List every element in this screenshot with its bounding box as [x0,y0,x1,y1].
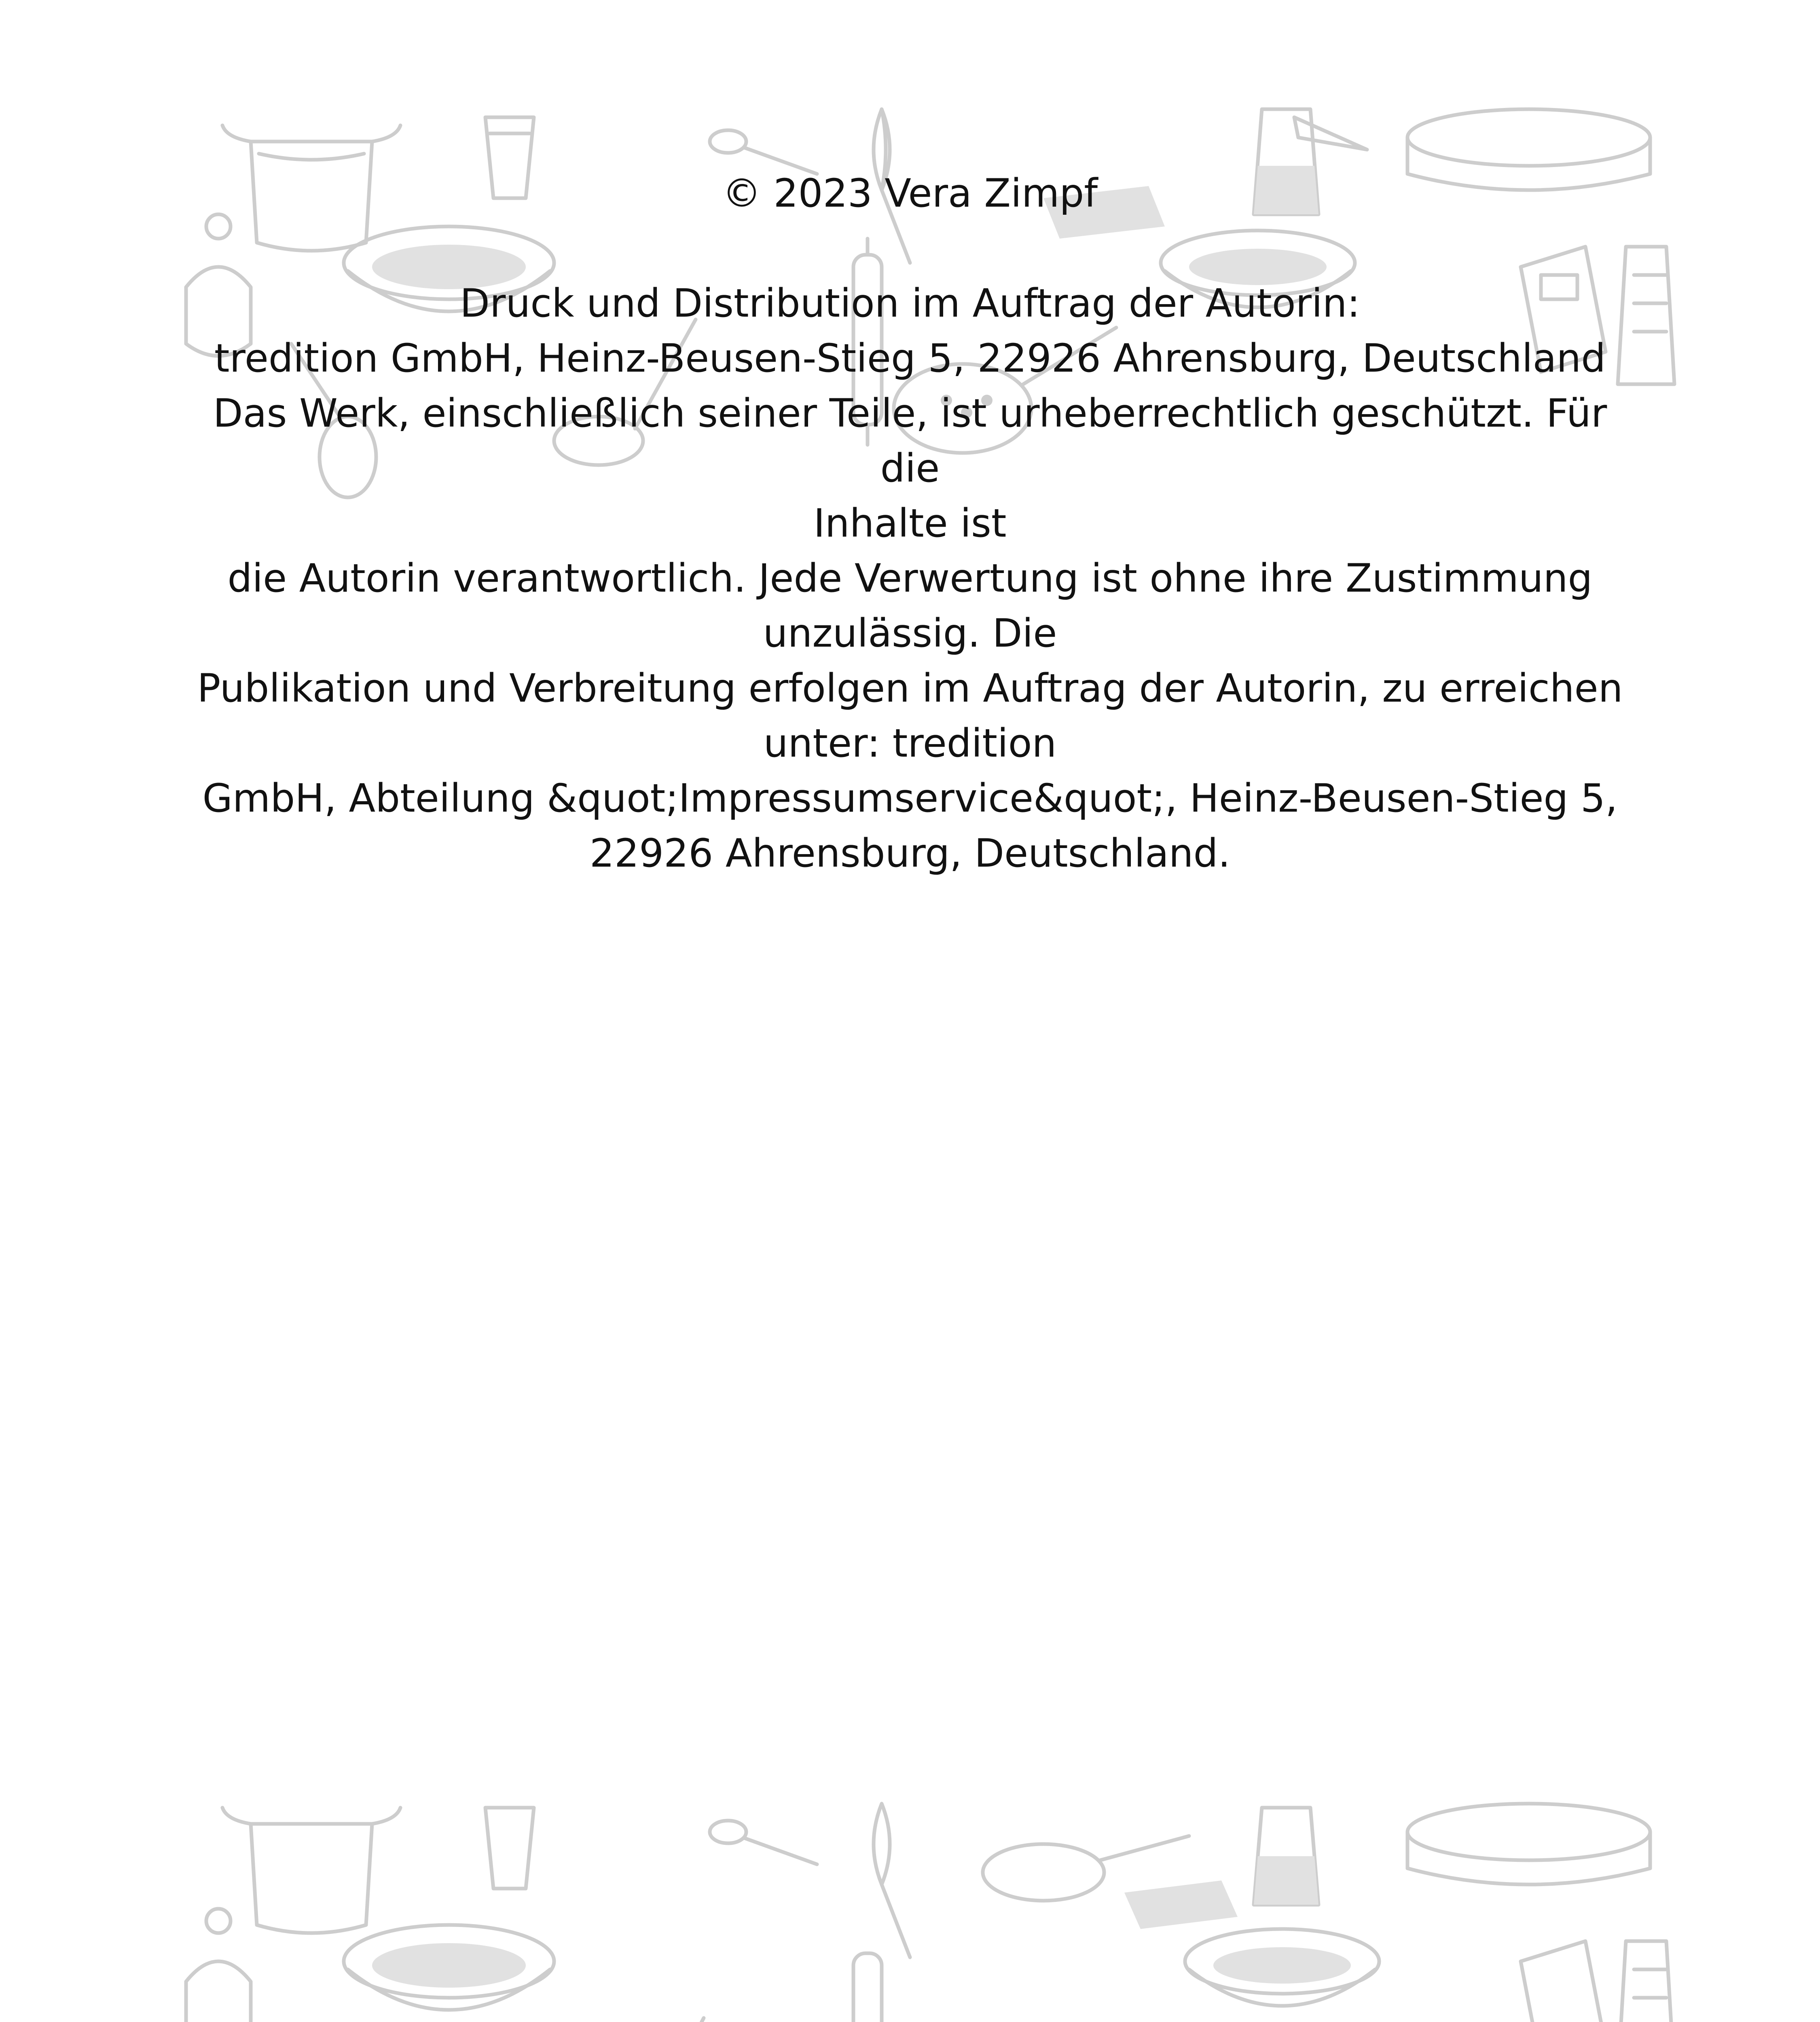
legal-line: Publikation und Verbreitung erfolgen im Auftrag der Autorin, zu erreichen [197,666,1623,711]
cutting-board-icon [1124,1880,1238,1929]
publisher-address: tredition GmbH, Heinz-Beusen-Stieg 5, 22926 Ahrensburg, Deutschland [214,336,1606,381]
knife-icon [1294,117,1367,150]
blank-line [186,221,1634,276]
legal-line: unter: tredition [763,721,1057,766]
print-heading: Druck und Distribution im Auftrag der Autorin: [460,281,1360,326]
jug-icon [1254,1808,1318,1905]
scale-icon [1521,1941,1606,2022]
legal-line: die Autorin verantwortlich. Jede Verwertung ist ohne ihre Zustimmung [227,556,1593,601]
bowl-icon [1185,1929,1379,2006]
legal-line: Inhalte ist [813,501,1007,546]
cooking-pot-icon [222,1808,400,1933]
sugar-pot-icon [186,1909,251,2022]
kitchen-utensils-sketch [154,1800,1682,2022]
rolling-pin-icon [853,1953,882,2022]
legal-line: Das Werk, einschließlich seiner Teile, ist urheberrechtlich geschützt. Für die [213,391,1607,491]
ladle-icon [562,2018,704,2022]
glass-icon [485,1808,534,1889]
spoon-icon [710,1821,817,1864]
bowl-icon [344,1925,554,2010]
whisk-icon [874,1804,910,1957]
cake-ring-icon [1407,1804,1650,1885]
legal-line: 22926 Ahrensburg, Deutschland. [589,831,1231,876]
grater-icon [1618,1941,1674,2022]
imprint-text [186,166,1634,881]
kitchen-utensils-decoration-bottom [154,1800,1682,2022]
legal-line: unzulässig. Die [763,611,1057,656]
copyright-line: © 2023 Vera Zimpf [722,171,1098,216]
legal-line: GmbH, Abteilung &quot;Impressumservice&quot;, Heinz-Beusen-Stieg 5, [202,776,1618,821]
